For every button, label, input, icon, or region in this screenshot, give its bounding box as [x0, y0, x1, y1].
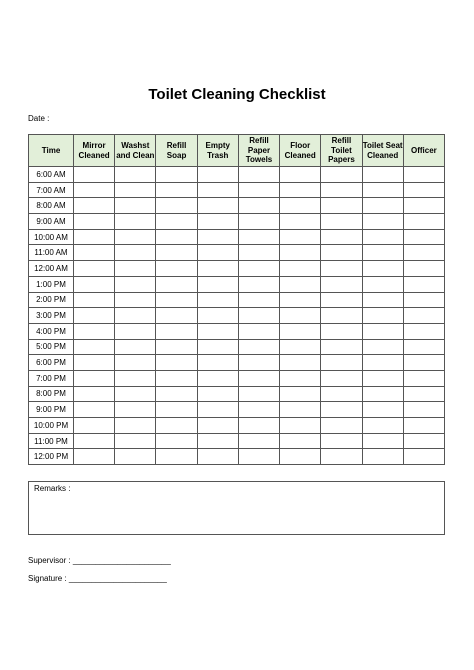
check-cell[interactable]	[403, 229, 444, 245]
time-cell: 12:00 PM	[29, 449, 74, 465]
supervisor-line: Supervisor : ______________________	[28, 556, 171, 565]
check-cell[interactable]	[362, 292, 403, 308]
check-cell[interactable]	[74, 323, 115, 339]
column-header: Floor Cleaned	[280, 135, 321, 167]
check-cell[interactable]	[280, 276, 321, 292]
table-row	[29, 261, 445, 277]
check-cell[interactable]	[403, 370, 444, 386]
remarks-box[interactable]	[28, 481, 445, 535]
remarks-label: Remarks :	[34, 484, 71, 493]
check-cell[interactable]	[156, 433, 197, 449]
check-cell[interactable]	[115, 167, 156, 183]
time-cell: 11:00 AM	[29, 245, 74, 261]
check-cell[interactable]	[362, 449, 403, 465]
time-cell: 10:00 PM	[29, 418, 74, 434]
table-row	[29, 214, 445, 230]
check-cell[interactable]	[156, 292, 197, 308]
check-cell[interactable]	[74, 261, 115, 277]
check-cell[interactable]	[403, 433, 444, 449]
check-cell[interactable]	[74, 433, 115, 449]
check-cell[interactable]	[74, 229, 115, 245]
check-cell[interactable]	[362, 339, 403, 355]
check-cell[interactable]	[280, 355, 321, 371]
check-cell[interactable]	[280, 449, 321, 465]
check-cell[interactable]	[156, 370, 197, 386]
check-cell[interactable]	[403, 323, 444, 339]
check-cell[interactable]	[362, 386, 403, 402]
time-cell: 6:00 AM	[29, 167, 74, 183]
check-cell[interactable]	[197, 229, 238, 245]
check-cell[interactable]	[74, 355, 115, 371]
check-cell[interactable]	[321, 167, 362, 183]
check-cell[interactable]	[280, 167, 321, 183]
check-cell[interactable]	[74, 276, 115, 292]
check-cell[interactable]	[74, 182, 115, 198]
check-cell[interactable]	[362, 229, 403, 245]
check-cell[interactable]	[280, 245, 321, 261]
check-cell[interactable]	[115, 245, 156, 261]
check-cell[interactable]	[403, 339, 444, 355]
check-cell[interactable]	[115, 214, 156, 230]
check-cell[interactable]	[238, 261, 279, 277]
check-cell[interactable]	[362, 276, 403, 292]
check-cell[interactable]	[403, 214, 444, 230]
check-cell[interactable]	[74, 167, 115, 183]
time-cell: 11:00 PM	[29, 433, 74, 449]
check-cell[interactable]	[362, 433, 403, 449]
check-cell[interactable]	[197, 261, 238, 277]
check-cell[interactable]	[74, 214, 115, 230]
time-cell: 4:00 PM	[29, 323, 74, 339]
table-row	[29, 292, 445, 308]
time-cell: 9:00 PM	[29, 402, 74, 418]
check-cell[interactable]	[403, 245, 444, 261]
time-cell: 8:00 AM	[29, 198, 74, 214]
check-cell[interactable]	[280, 402, 321, 418]
check-cell[interactable]	[197, 386, 238, 402]
table-row	[29, 433, 445, 449]
check-cell[interactable]	[156, 245, 197, 261]
time-cell: 3:00 PM	[29, 308, 74, 324]
check-cell[interactable]	[156, 449, 197, 465]
check-cell[interactable]	[362, 355, 403, 371]
check-cell[interactable]	[280, 433, 321, 449]
check-cell[interactable]	[74, 292, 115, 308]
table-row	[29, 276, 445, 292]
check-cell[interactable]	[115, 370, 156, 386]
check-cell[interactable]	[115, 402, 156, 418]
check-cell[interactable]	[403, 355, 444, 371]
time-cell: 1:00 PM	[29, 276, 74, 292]
check-cell[interactable]	[74, 245, 115, 261]
check-cell[interactable]	[197, 167, 238, 183]
check-cell[interactable]	[321, 433, 362, 449]
check-cell[interactable]	[156, 214, 197, 230]
check-cell[interactable]	[362, 261, 403, 277]
check-cell[interactable]	[321, 339, 362, 355]
time-cell: 5:00 PM	[29, 339, 74, 355]
time-cell: 7:00 PM	[29, 370, 74, 386]
check-cell[interactable]	[197, 292, 238, 308]
check-cell[interactable]	[156, 323, 197, 339]
check-cell[interactable]	[156, 308, 197, 324]
check-cell[interactable]	[321, 229, 362, 245]
check-cell[interactable]	[403, 198, 444, 214]
check-cell[interactable]	[115, 276, 156, 292]
check-cell[interactable]	[238, 370, 279, 386]
check-cell[interactable]	[238, 323, 279, 339]
table-body	[29, 167, 445, 465]
check-cell[interactable]	[321, 386, 362, 402]
table-row	[29, 229, 445, 245]
column-header: Empty Trash	[197, 135, 238, 167]
check-cell[interactable]	[362, 198, 403, 214]
check-cell[interactable]	[197, 182, 238, 198]
check-cell[interactable]	[156, 167, 197, 183]
column-header: Refill Soap	[156, 135, 197, 167]
check-cell[interactable]	[362, 214, 403, 230]
column-header: Refill Toilet Papers	[321, 135, 362, 167]
table-row	[29, 167, 445, 183]
check-cell[interactable]	[197, 355, 238, 371]
check-cell[interactable]	[197, 402, 238, 418]
check-cell[interactable]	[362, 182, 403, 198]
check-cell[interactable]	[74, 308, 115, 324]
check-cell[interactable]	[280, 229, 321, 245]
check-cell[interactable]	[197, 198, 238, 214]
check-cell[interactable]	[280, 292, 321, 308]
table-row	[29, 339, 445, 355]
column-header: Officer	[403, 135, 444, 167]
check-cell[interactable]	[321, 214, 362, 230]
check-cell[interactable]	[403, 167, 444, 183]
time-cell: 6:00 PM	[29, 355, 74, 371]
check-cell[interactable]	[403, 292, 444, 308]
header-row	[29, 135, 445, 167]
time-cell: 12:00 AM	[29, 261, 74, 277]
check-cell[interactable]	[197, 245, 238, 261]
check-cell[interactable]	[321, 182, 362, 198]
check-cell[interactable]	[403, 261, 444, 277]
check-cell[interactable]	[115, 418, 156, 434]
table-row	[29, 182, 445, 198]
checklist-table	[28, 134, 445, 465]
check-cell[interactable]	[156, 339, 197, 355]
check-cell[interactable]	[156, 182, 197, 198]
check-cell[interactable]	[238, 355, 279, 371]
check-cell[interactable]	[197, 418, 238, 434]
check-cell[interactable]	[238, 402, 279, 418]
check-cell[interactable]	[238, 292, 279, 308]
check-cell[interactable]	[115, 292, 156, 308]
check-cell[interactable]	[403, 449, 444, 465]
time-cell: 7:00 AM	[29, 182, 74, 198]
check-cell[interactable]	[238, 386, 279, 402]
time-cell: 8:00 PM	[29, 386, 74, 402]
check-cell[interactable]	[115, 386, 156, 402]
check-cell[interactable]	[238, 229, 279, 245]
table-row	[29, 198, 445, 214]
check-cell[interactable]	[197, 339, 238, 355]
check-cell[interactable]	[403, 418, 444, 434]
check-cell[interactable]	[197, 370, 238, 386]
check-cell[interactable]	[156, 402, 197, 418]
column-header: Toilet Seat Cleaned	[362, 135, 403, 167]
column-header: Mirror Cleaned	[74, 135, 115, 167]
check-cell[interactable]	[321, 292, 362, 308]
check-cell[interactable]	[156, 261, 197, 277]
table-row	[29, 355, 445, 371]
check-cell[interactable]	[280, 182, 321, 198]
check-cell[interactable]	[74, 370, 115, 386]
check-cell[interactable]	[362, 402, 403, 418]
check-cell[interactable]	[403, 182, 444, 198]
check-cell[interactable]	[321, 418, 362, 434]
date-label: Date :	[28, 114, 50, 123]
check-cell[interactable]	[238, 214, 279, 230]
check-cell[interactable]	[238, 418, 279, 434]
check-cell[interactable]	[115, 182, 156, 198]
check-cell[interactable]	[238, 276, 279, 292]
check-cell[interactable]	[321, 198, 362, 214]
check-cell[interactable]	[238, 182, 279, 198]
check-cell[interactable]	[321, 370, 362, 386]
column-header: Time	[29, 135, 74, 167]
check-cell[interactable]	[238, 167, 279, 183]
check-cell[interactable]	[74, 198, 115, 214]
check-cell[interactable]	[280, 339, 321, 355]
check-cell[interactable]	[280, 198, 321, 214]
check-cell[interactable]	[238, 198, 279, 214]
check-cell[interactable]	[197, 449, 238, 465]
check-cell[interactable]	[74, 402, 115, 418]
table-row	[29, 245, 445, 261]
check-cell[interactable]	[362, 323, 403, 339]
check-cell[interactable]	[156, 198, 197, 214]
check-cell[interactable]	[156, 386, 197, 402]
check-cell[interactable]	[74, 386, 115, 402]
check-cell[interactable]	[238, 339, 279, 355]
check-cell[interactable]	[115, 261, 156, 277]
check-cell[interactable]	[403, 276, 444, 292]
check-cell[interactable]	[280, 308, 321, 324]
check-cell[interactable]	[280, 323, 321, 339]
check-cell[interactable]	[280, 370, 321, 386]
check-cell[interactable]	[362, 167, 403, 183]
check-cell[interactable]	[280, 261, 321, 277]
check-cell[interactable]	[362, 370, 403, 386]
column-header: Refill Paper Towels	[238, 135, 279, 167]
page-title: Toilet Cleaning Checklist	[148, 86, 326, 103]
check-cell[interactable]	[197, 323, 238, 339]
check-cell[interactable]	[115, 449, 156, 465]
check-cell[interactable]	[115, 433, 156, 449]
check-cell[interactable]	[362, 245, 403, 261]
time-cell: 2:00 PM	[29, 292, 74, 308]
check-cell[interactable]	[238, 245, 279, 261]
table-row	[29, 386, 445, 402]
check-cell[interactable]	[156, 355, 197, 371]
check-cell[interactable]	[74, 449, 115, 465]
check-cell[interactable]	[403, 402, 444, 418]
check-cell[interactable]	[362, 308, 403, 324]
check-cell[interactable]	[115, 198, 156, 214]
time-cell: 10:00 AM	[29, 229, 74, 245]
check-cell[interactable]	[321, 276, 362, 292]
check-cell[interactable]	[197, 214, 238, 230]
check-cell[interactable]	[197, 308, 238, 324]
table-row	[29, 449, 445, 465]
check-cell[interactable]	[197, 276, 238, 292]
check-cell[interactable]	[238, 433, 279, 449]
check-cell[interactable]	[115, 229, 156, 245]
check-cell[interactable]	[156, 276, 197, 292]
check-cell[interactable]	[115, 323, 156, 339]
table-row	[29, 323, 445, 339]
check-cell[interactable]	[74, 339, 115, 355]
check-cell[interactable]	[321, 261, 362, 277]
check-cell[interactable]	[280, 418, 321, 434]
check-cell[interactable]	[321, 308, 362, 324]
table-row	[29, 308, 445, 324]
check-cell[interactable]	[403, 308, 444, 324]
check-cell[interactable]	[197, 433, 238, 449]
check-cell[interactable]	[321, 323, 362, 339]
check-cell[interactable]	[403, 386, 444, 402]
check-cell[interactable]	[156, 418, 197, 434]
check-cell[interactable]	[115, 355, 156, 371]
check-cell[interactable]	[362, 418, 403, 434]
check-cell[interactable]	[156, 229, 197, 245]
check-cell[interactable]	[238, 308, 279, 324]
column-header: Washst and Clean	[115, 135, 156, 167]
check-cell[interactable]	[115, 308, 156, 324]
check-cell[interactable]	[74, 418, 115, 434]
table-row	[29, 370, 445, 386]
check-cell[interactable]	[321, 402, 362, 418]
table-row	[29, 402, 445, 418]
check-cell[interactable]	[280, 386, 321, 402]
check-cell[interactable]	[280, 214, 321, 230]
signature-line: Signature : ______________________	[28, 574, 167, 583]
check-cell[interactable]	[115, 339, 156, 355]
check-cell[interactable]	[321, 449, 362, 465]
time-cell: 9:00 AM	[29, 214, 74, 230]
table-row	[29, 418, 445, 434]
check-cell[interactable]	[321, 355, 362, 371]
check-cell[interactable]	[321, 245, 362, 261]
check-cell[interactable]	[238, 449, 279, 465]
